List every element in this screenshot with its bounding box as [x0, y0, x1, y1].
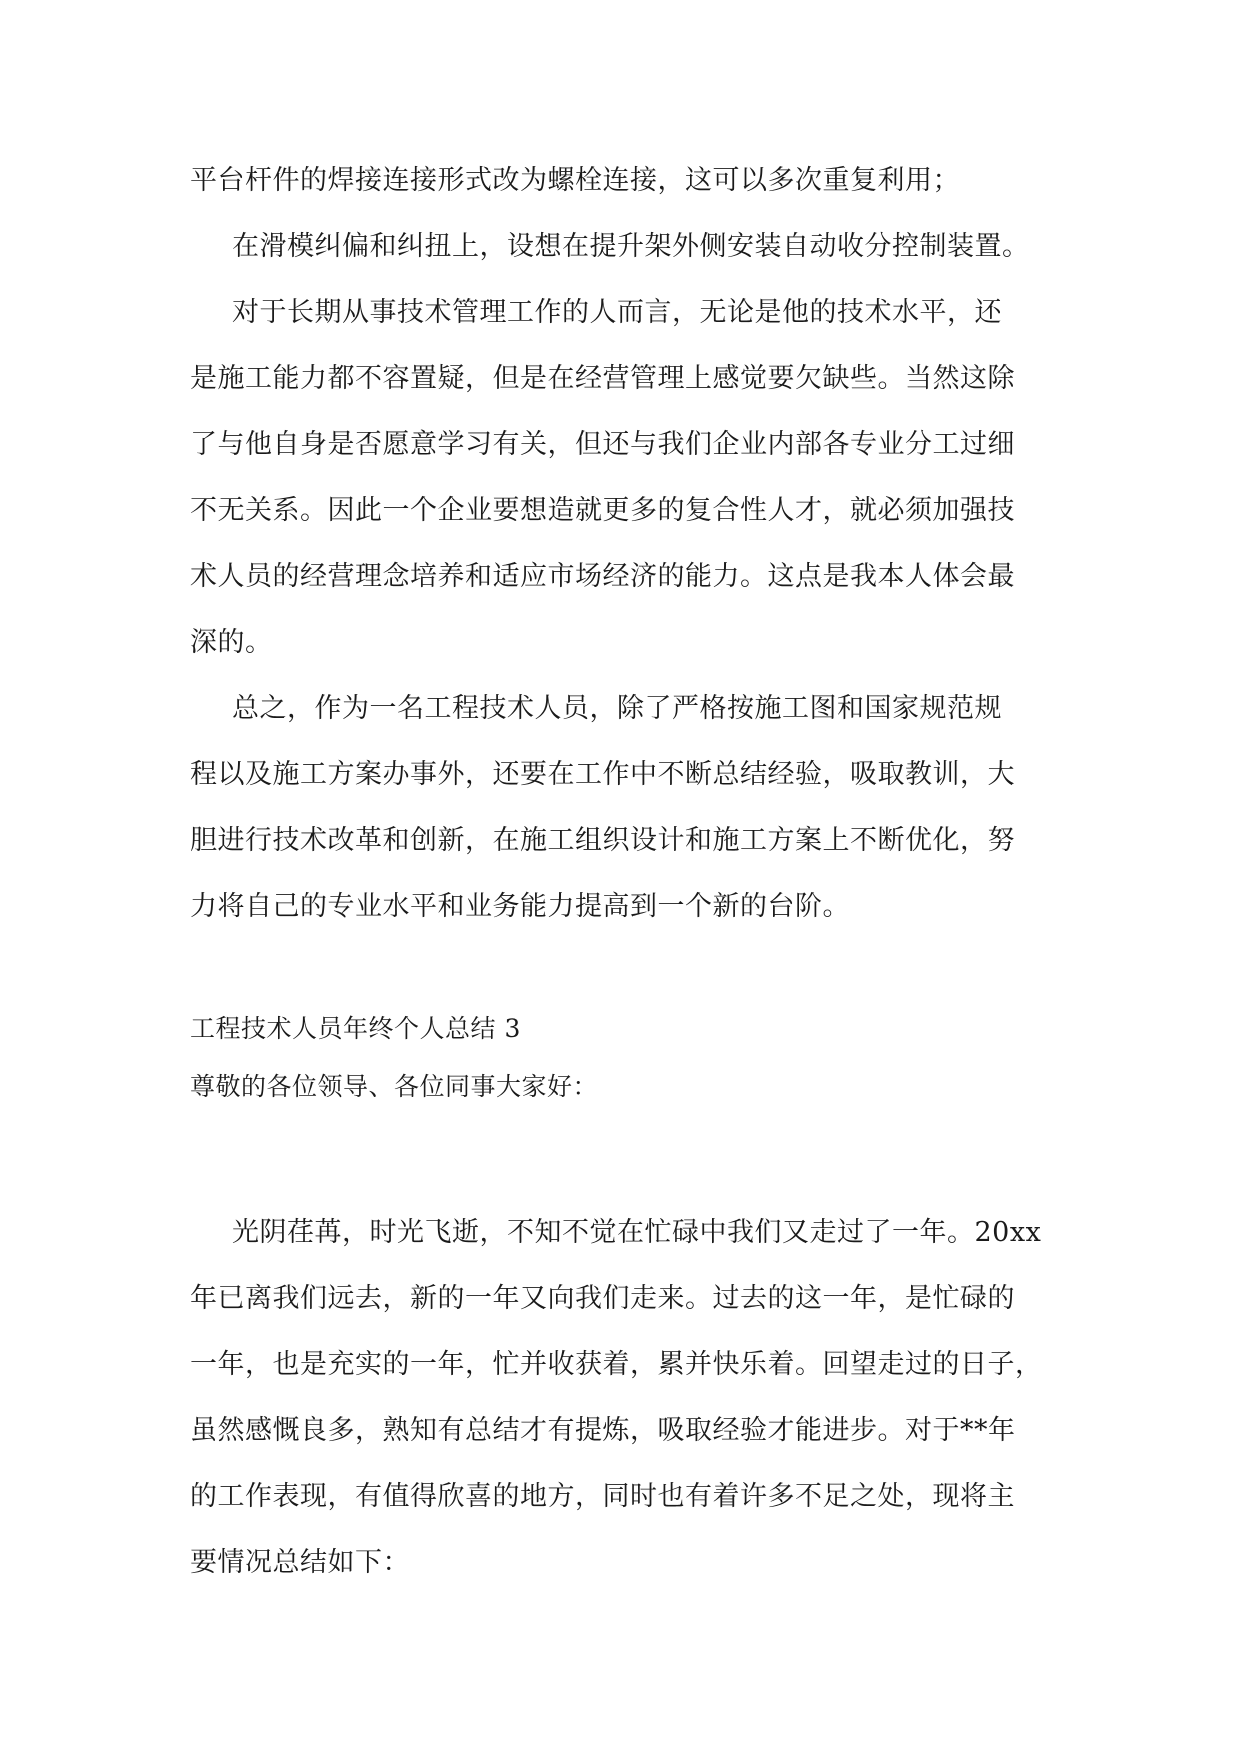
section-heading: 工程技术人员年终个人总结 3	[190, 1014, 521, 1043]
paragraph-line: 了与他自身是否愿意学习有关，但还与我们企业内部各专业分工过细	[190, 429, 1015, 460]
paragraph-line: 不无关系。因此一个企业要想造就更多的复合性人才，就必须加强技	[190, 495, 1015, 526]
salutation: 尊敬的各位领导、各位同事大家好：	[190, 1072, 599, 1101]
paragraph-line: 要情况总结如下：	[190, 1547, 410, 1578]
body-text-bottom	[190, 1200, 1070, 1596]
paragraph-line: 程以及施工方案办事外，还要在工作中不断总结经验，吸取教训，大	[190, 759, 1015, 790]
paragraph-line: 总之，作为一名工程技术人员，除了严格按施工图和国家规范规	[232, 693, 1002, 724]
paragraph-line: 深的。	[190, 627, 273, 658]
paragraph-line: 一年，也是充实的一年，忙并收获着，累并快乐着。回望走过的日子，	[190, 1349, 1043, 1380]
paragraph-line: 胆进行技术改革和创新，在施工组织设计和施工方案上不断优化，努	[190, 825, 1015, 856]
body-text-top	[190, 148, 1070, 940]
paragraph-line: 对于长期从事技术管理工作的人而言，无论是他的技术水平，还	[232, 297, 1002, 328]
section-header	[190, 1000, 1070, 1116]
paragraph-line: 平台杆件的焊接连接形式改为螺栓连接，这可以多次重复利用；	[190, 165, 960, 196]
paragraph-line: 在滑模纠偏和纠扭上，设想在提升架外侧安装自动收分控制装置。	[232, 231, 1030, 262]
paragraph-line: 力将自己的专业水平和业务能力提高到一个新的台阶。	[190, 891, 850, 922]
paragraph-line: 的工作表现，有值得欣喜的地方，同时也有着许多不足之处，现将主	[190, 1481, 1015, 1512]
paragraph-line: 虽然感慨良多，熟知有总结才有提炼，吸取经验才能进步。对于**年	[190, 1415, 1016, 1446]
paragraph-line: 是施工能力都不容置疑，但是在经营管理上感觉要欠缺些。当然这除	[190, 363, 1015, 394]
paragraph-line: 术人员的经营理念培养和适应市场经济的能力。这点是我本人体会最	[190, 561, 1015, 592]
paragraph-line: 光阴荏苒，时光飞逝，不知不觉在忙碌中我们又走过了一年。20xx	[232, 1217, 1042, 1248]
paragraph-line: 年已离我们远去，新的一年又向我们走来。过去的这一年，是忙碌的	[190, 1283, 1015, 1314]
